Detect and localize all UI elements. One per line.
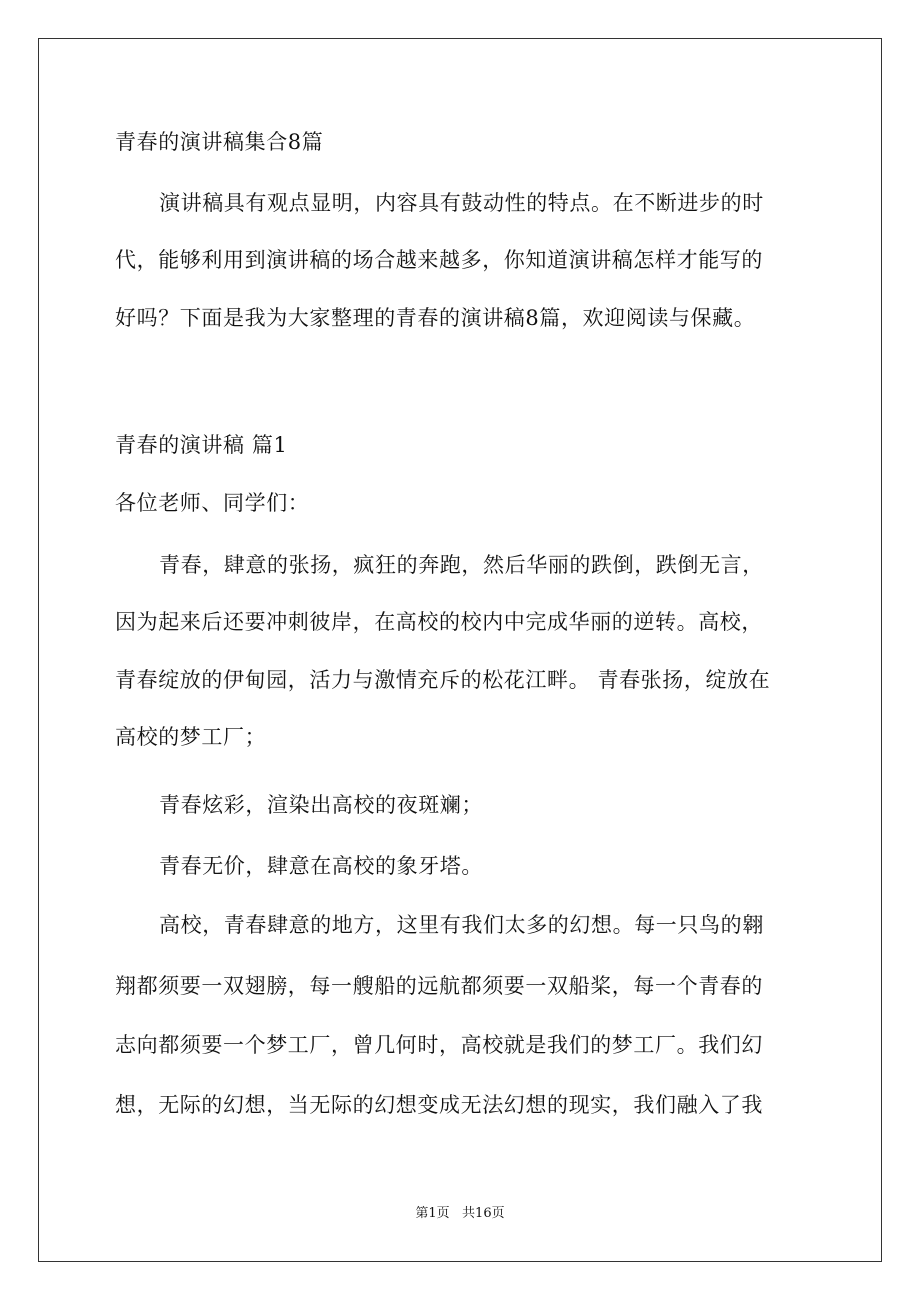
paragraph-line: 翔都须要一双翅膀，每一艘船的远航都须要一双船桨，每一个青春的 [115,974,763,998]
paragraph-line: 志向都须要一个梦工厂，曾几何时，高校就是我们的梦工厂。我们幻 [115,1033,763,1057]
intro-line: 代，能够利用到演讲稿的场合越来越多，你知道演讲稿怎样才能写的 [115,248,763,272]
intro-line: 好吗？下面是我为大家整理的青春的演讲稿8篇，欢迎阅读与保藏。 [115,306,756,330]
paragraph-line: 青春，肆意的张扬，疯狂的奔跑，然后华丽的跌倒，跌倒无言， [159,553,764,577]
paragraph-line: 高校，青春肆意的地方，这里有我们太多的幻想。每一只鸟的翱 [159,913,764,937]
paragraph-line: 想，无际的幻想，当无际的幻想变成无法幻想的现实，我们融入了我 [115,1093,763,1117]
paragraph-line: 高校的梦工厂； [115,725,267,749]
page-number-footer: 第1页 共16页 [415,1206,505,1221]
section-heading: 青春的演讲稿 篇1 [115,433,288,457]
page-border [38,38,882,1262]
paragraph-line: 青春炫彩，渲染出高校的夜斑斓； [159,793,483,817]
intro-line: 演讲稿具有观点显明，内容具有鼓动性的特点。在不断进步的时 [159,191,764,215]
paragraph-line: 因为起来后还要冲刺彼岸，在高校的校内中完成华丽的逆转。高校， [115,610,763,634]
salutation: 各位老师、同学们： [115,491,310,515]
paragraph-line: 青春绽放的伊甸园，活力与激情充斥的松花江畔。 青春张扬，绽放在 [115,668,771,692]
document-title: 青春的演讲稿集合8篇 [115,130,324,154]
paragraph-line: 青春无价，肆意在高校的象牙塔。 [159,854,483,878]
